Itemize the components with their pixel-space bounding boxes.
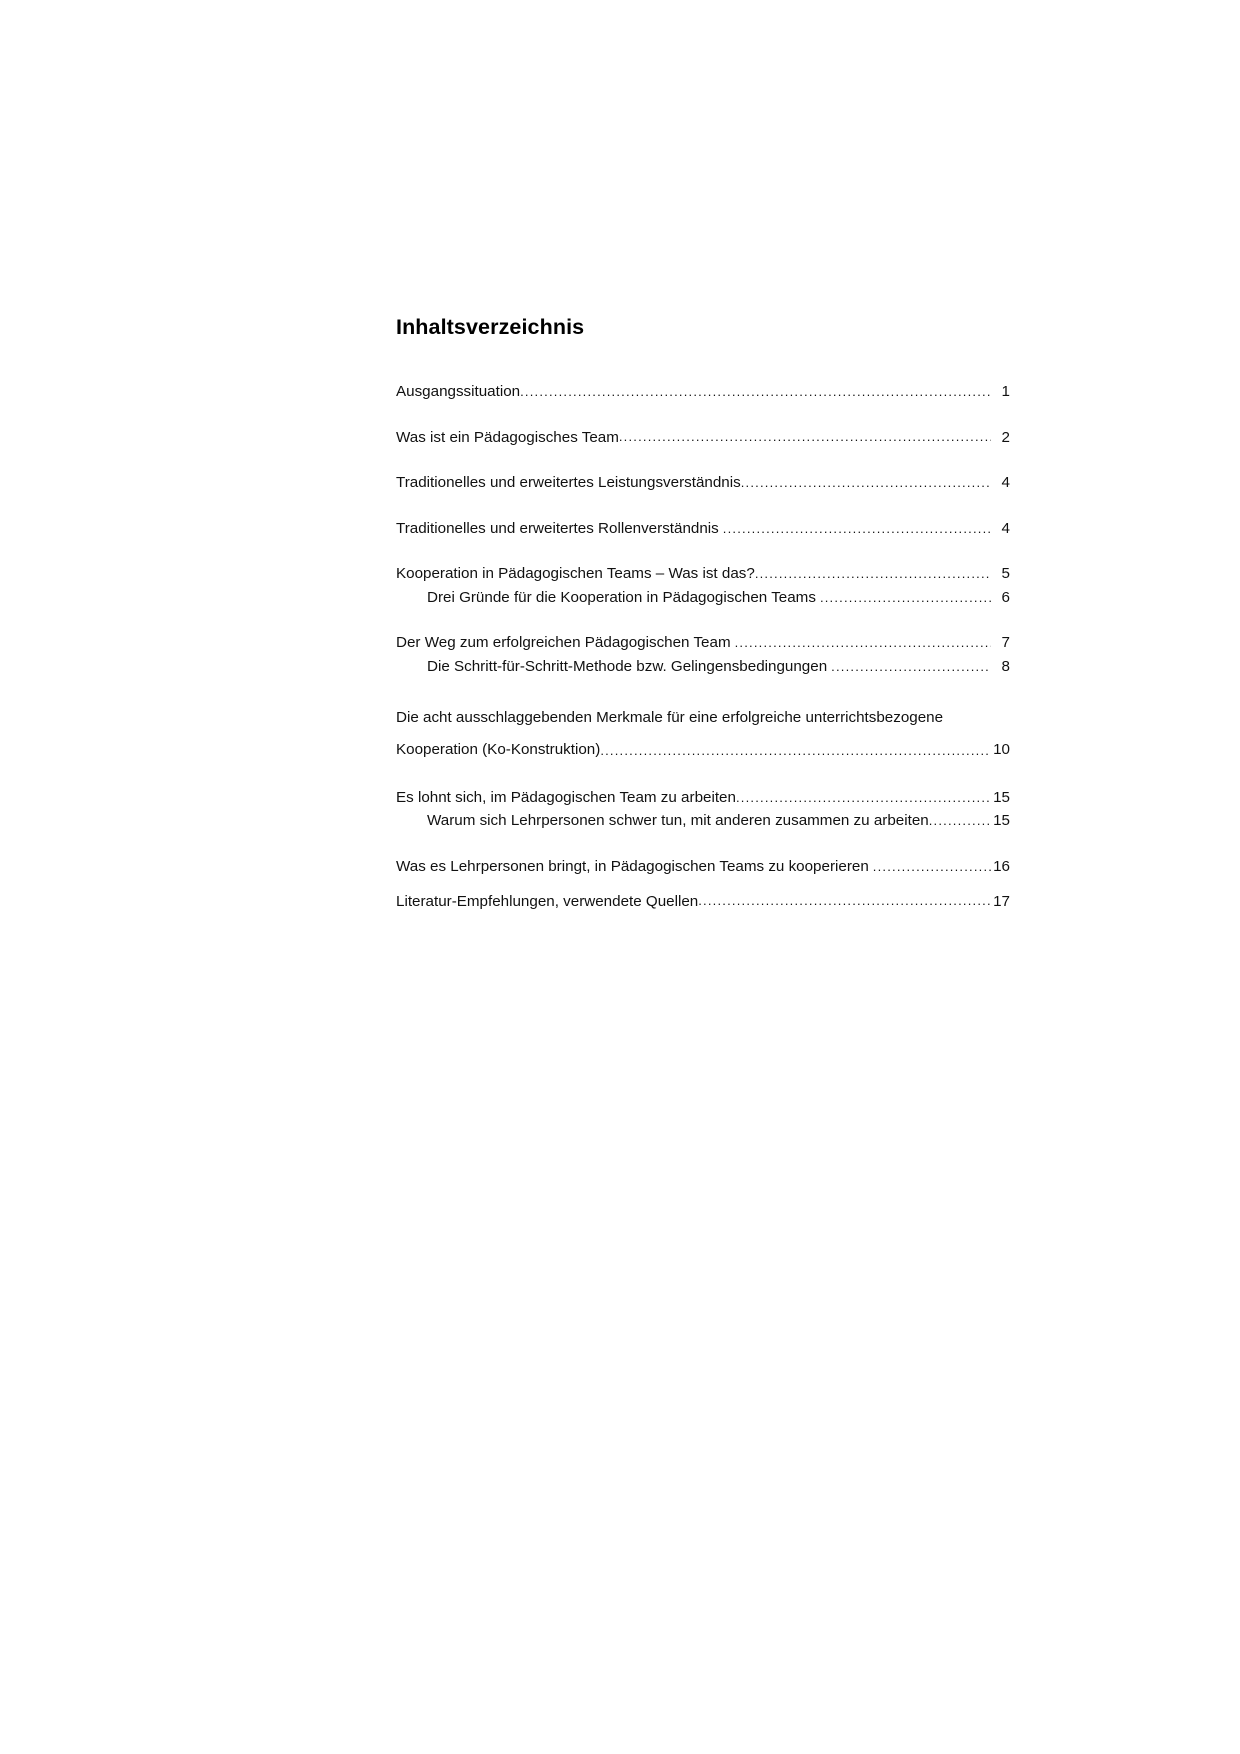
toc-entry-label: Drei Gründe für die Kooperation in Pädagogischen Teams xyxy=(427,588,816,606)
toc-list xyxy=(396,382,1010,912)
toc-leader-dots xyxy=(929,817,991,828)
toc-entry-label-line1: Die acht ausschlaggebenden Merkmale für eine erfolgreiche unterrichtsbezogene xyxy=(396,709,944,727)
toc-leader-dots xyxy=(873,863,991,874)
toc-leader-dots xyxy=(600,751,991,762)
toc-entry-label: Ausgangssituation xyxy=(396,383,521,400)
toc-entry-page: 15 xyxy=(993,812,1010,830)
toc-entry-page: 15 xyxy=(993,788,1010,806)
toc-entry-page: 16 xyxy=(993,858,1010,875)
toc-entry-page: 2 xyxy=(1001,428,1010,446)
toc-leader-dots xyxy=(723,524,991,535)
toc-entry-label: Der Weg zum erfolgreichen Pädagogischen Team xyxy=(396,634,731,652)
toc-entry-label: Die Schritt-für-Schritt-Methode bzw. Gelingensbedingungen xyxy=(427,657,828,675)
toc-leader-dots xyxy=(698,897,991,908)
toc-entry-es-lohnt-sich[interactable] xyxy=(396,788,1010,809)
toc-entry-kooperation-was-ist-das[interactable] xyxy=(396,564,1010,585)
toc-leader-dots xyxy=(619,433,991,444)
toc-leader-dots xyxy=(755,570,991,581)
toc-entry-was-ist-ein-paedagogisches-team[interactable] xyxy=(396,428,1010,449)
toc-leader-dots xyxy=(736,793,991,804)
table-of-contents xyxy=(396,315,1010,937)
toc-entry-label: Literatur-Empfehlungen, verwendete Quellen xyxy=(396,892,699,910)
toc-entry-was-es-lehrpersonen-bringt[interactable] xyxy=(396,857,1010,878)
toc-leader-dots xyxy=(820,593,991,604)
toc-leader-dots xyxy=(520,388,991,399)
page-title: Inhaltsverzeichnis xyxy=(396,315,585,339)
toc-entry-leistungsverstaendnis[interactable] xyxy=(396,473,1010,494)
toc-entry-label: Kooperation in Pädagogischen Teams – Was ist das? xyxy=(396,565,755,583)
toc-entry-acht-merkmale[interactable] xyxy=(396,702,1010,766)
toc-entry-page: 4 xyxy=(1001,474,1010,492)
toc-entry-label: Was es Lehrpersonen bringt, in Pädagogischen Teams zu kooperieren xyxy=(396,858,869,875)
toc-entry-literatur-empfehlungen[interactable] xyxy=(396,892,1010,913)
toc-entry-label: Was ist ein Pädagogisches Team xyxy=(396,428,619,446)
toc-entry-warum-lehrpersonen-schwer-tun[interactable] xyxy=(396,811,1010,832)
toc-entry-page: 8 xyxy=(1001,657,1010,675)
toc-entry-label: Traditionelles und erweitertes Leistungsverständnis xyxy=(396,474,741,492)
toc-entry-page: 6 xyxy=(1001,588,1010,606)
toc-entry-page: 1 xyxy=(1001,383,1010,400)
toc-leader-dots xyxy=(831,662,991,673)
toc-entry-drei-gruende[interactable] xyxy=(396,588,1010,609)
toc-entry-label: Warum sich Lehrpersonen schwer tun, mit anderen zusammen zu arbeiten xyxy=(427,812,929,830)
toc-entry-page: 4 xyxy=(1001,519,1010,537)
toc-entry-label-line2: Kooperation (Ko-Konstruktion) xyxy=(396,741,601,759)
toc-leader-dots xyxy=(735,639,991,650)
toc-entry-page: 7 xyxy=(1001,634,1010,652)
toc-entry-label: Traditionelles und erweitertes Rollenverständnis xyxy=(396,519,719,537)
toc-entry-page: 10 xyxy=(993,741,1010,759)
toc-entry-page: 5 xyxy=(1001,565,1010,583)
toc-entry-rollenverstaendnis[interactable] xyxy=(396,519,1010,540)
toc-leader-dots xyxy=(741,479,991,490)
toc-entry-ausgangssituation[interactable] xyxy=(396,382,1010,403)
toc-entry-label: Es lohnt sich, im Pädagogischen Team zu arbeiten xyxy=(396,788,736,806)
toc-entry-weg-zum-erfolgreichen-team[interactable] xyxy=(396,633,1010,654)
toc-entry-page: 17 xyxy=(993,892,1010,910)
toc-entry-schritt-fuer-schritt-methode[interactable] xyxy=(396,657,1010,678)
